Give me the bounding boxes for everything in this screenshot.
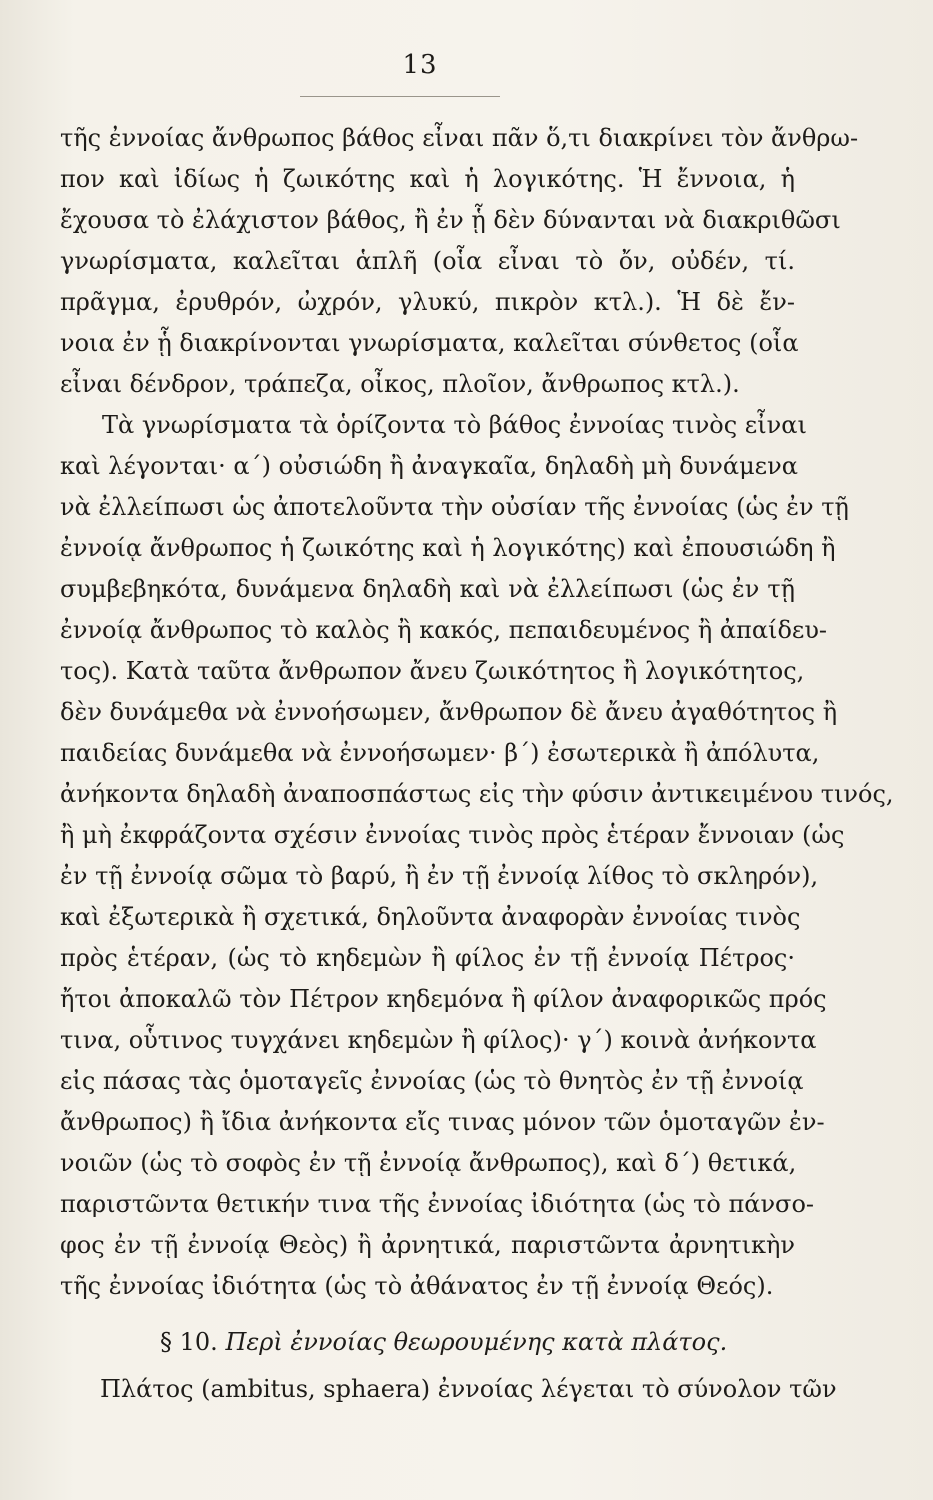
text-line: νοια ἐν ᾗ διακρίνονται γνωρίσματα, καλεῖται σύνθετος (οἷα <box>60 329 799 357</box>
section-number: § 10. <box>160 1328 218 1356</box>
text-line: πον καὶ ἰδίως ἡ ζωικότης καὶ ἡ λογικότης. Ἡ ἔννοια, ἡ <box>60 165 795 193</box>
text-line: καὶ λέγονται· α΄) οὐσιώδη ἢ ἀναγκαῖα, δηλαδὴ μὴ δυνάμενα <box>60 452 798 480</box>
section-title: Περὶ ἐννοίας θεωρουμένης κατὰ πλάτος. <box>225 1328 728 1356</box>
text-line: ἐννοίᾳ ἄνθρωπος ἡ ζωικότης καὶ ἡ λογικότης) καὶ ἐπουσιώδη ἢ <box>60 534 836 562</box>
header-rule <box>300 96 500 97</box>
text-line: ἐννοίᾳ ἄνθρωπος τὸ καλὸς ἢ κακός, πεπαιδευμένος ἢ ἀπαίδευ- <box>60 616 828 644</box>
text-line: τῆς ἐννοίας ἄνθρωπος βάθος εἶναι πᾶν ὅ,τι διακρίνει τὸν ἄνθρω- <box>60 124 859 152</box>
text-line: εἶναι δένδρον, τράπεζα, οἶκος, πλοῖον, ἄνθρωπος κτλ.). <box>60 370 740 398</box>
text-line: Πλάτος (ambitus, sphaera) ἐννοίας λέγεται τὸ σύνολον τῶν <box>100 1375 837 1403</box>
text-line: Τὰ γνωρίσματα τὰ ὁρίζοντα τὸ βάθος ἐννοίας τινὸς εἶναι <box>102 411 807 439</box>
text-line: γνωρίσματα, καλεῖται ἁπλῆ (οἷα εἶναι τὸ ὄν, οὐδέν, τί. <box>60 247 795 275</box>
text-line: τος). Κατὰ ταῦτα ἄνθρωπον ἄνευ ζωικότητος ἢ λογικότητος, <box>60 657 805 685</box>
text-line: νὰ ἐλλείπωσι ὡς ἀποτελοῦντα τὴν οὐσίαν τῆς ἐννοίας (ὡς ἐν τῇ <box>60 493 849 521</box>
text-line: καὶ ἐξωτερικὰ ἢ σχετικά, δηλοῦντα ἀναφορὰν ἐννοίας τινὸς <box>60 903 801 931</box>
text-line: δὲν δυνάμεθα νὰ ἐννοήσωμεν, ἄνθρωπον δὲ ἄνευ ἀγαθότητος ἢ <box>60 698 838 726</box>
text-line: ἢ μὴ ἐκφράζοντα σχέσιν ἐννοίας τινὸς πρὸς ἑτέραν ἔννοιαν (ὡς <box>60 821 845 849</box>
page-body <box>60 118 894 1410</box>
text-line: πρᾶγμα, ἐρυθρόν, ὠχρόν, γλυκύ, πικρὸν κτλ.). Ἡ δὲ ἔν- <box>60 288 795 316</box>
text-line: ἄνθρωπος) ἢ ἴδια ἀνήκοντα εἴς τινας μόνον τῶν ὁμοταγῶν ἐν- <box>60 1108 825 1136</box>
page-number: 13 <box>402 50 438 80</box>
text-line: τῆς ἐννοίας ἰδιότητα (ὡς τὸ ἀθάνατος ἐν τῇ ἐννοίᾳ Θεός). <box>60 1272 774 1300</box>
text-line: ἔχουσα τὸ ἐλάχιστον βάθος, ἢ ἐν ᾗ δὲν δύνανται νὰ διακριθῶσι <box>60 206 841 234</box>
text-line: παιδείας δυνάμεθα νὰ ἐννοήσωμεν· β΄) ἐσωτερικὰ ἢ ἀπόλυτα, <box>60 739 820 767</box>
text-line: συμβεβηκότα, δυνάμενα δηλαδὴ καὶ νὰ ἐλλείπωσι (ὡς ἐν τῇ <box>60 575 795 603</box>
section-heading <box>60 1317 795 1367</box>
text-line: πρὸς ἑτέραν, (ὡς τὸ κηδεμὼν ἢ φίλος ἐν τῇ ἐννοίᾳ Πέτρος· <box>60 944 795 972</box>
text-line: ἤτοι ἀποκαλῶ τὸν Πέτρον κηδεμόνα ἢ φίλον ἀναφορικῶς πρός <box>60 985 827 1013</box>
text-line: φος ἐν τῇ ἐννοίᾳ Θεὸς) ἢ ἀρνητικά, παριστῶντα ἀρνητικὴν <box>60 1231 795 1259</box>
text-line: εἰς πάσας τὰς ὁμοταγεῖς ἐννοίας (ὡς τὸ θνητὸς ἐν τῇ ἐννοίᾳ <box>60 1067 804 1095</box>
text-line: τινα, οὗτινος τυγχάνει κηδεμὼν ἢ φίλος)· γ΄) κοινὰ ἀνήκοντα <box>60 1026 817 1054</box>
text-line: παριστῶντα θετικήν τινα τῆς ἐννοίας ἰδιότητα (ὡς τὸ πάνσο- <box>60 1190 814 1218</box>
text-line: ἐν τῇ ἐννοίᾳ σῶμα τὸ βαρύ, ἢ ἐν τῇ ἐννοίᾳ λίθος τὸ σκληρόν), <box>60 862 819 890</box>
text-line: ἀνήκοντα δηλαδὴ ἀναποσπάστως εἰς τὴν φύσιν ἀντικειμένου τινός, <box>60 780 894 808</box>
text-line: νοιῶν (ὡς τὸ σοφὸς ἐν τῇ ἐννοίᾳ ἄνθρωπος), καὶ δ΄) θετικά, <box>60 1149 797 1177</box>
